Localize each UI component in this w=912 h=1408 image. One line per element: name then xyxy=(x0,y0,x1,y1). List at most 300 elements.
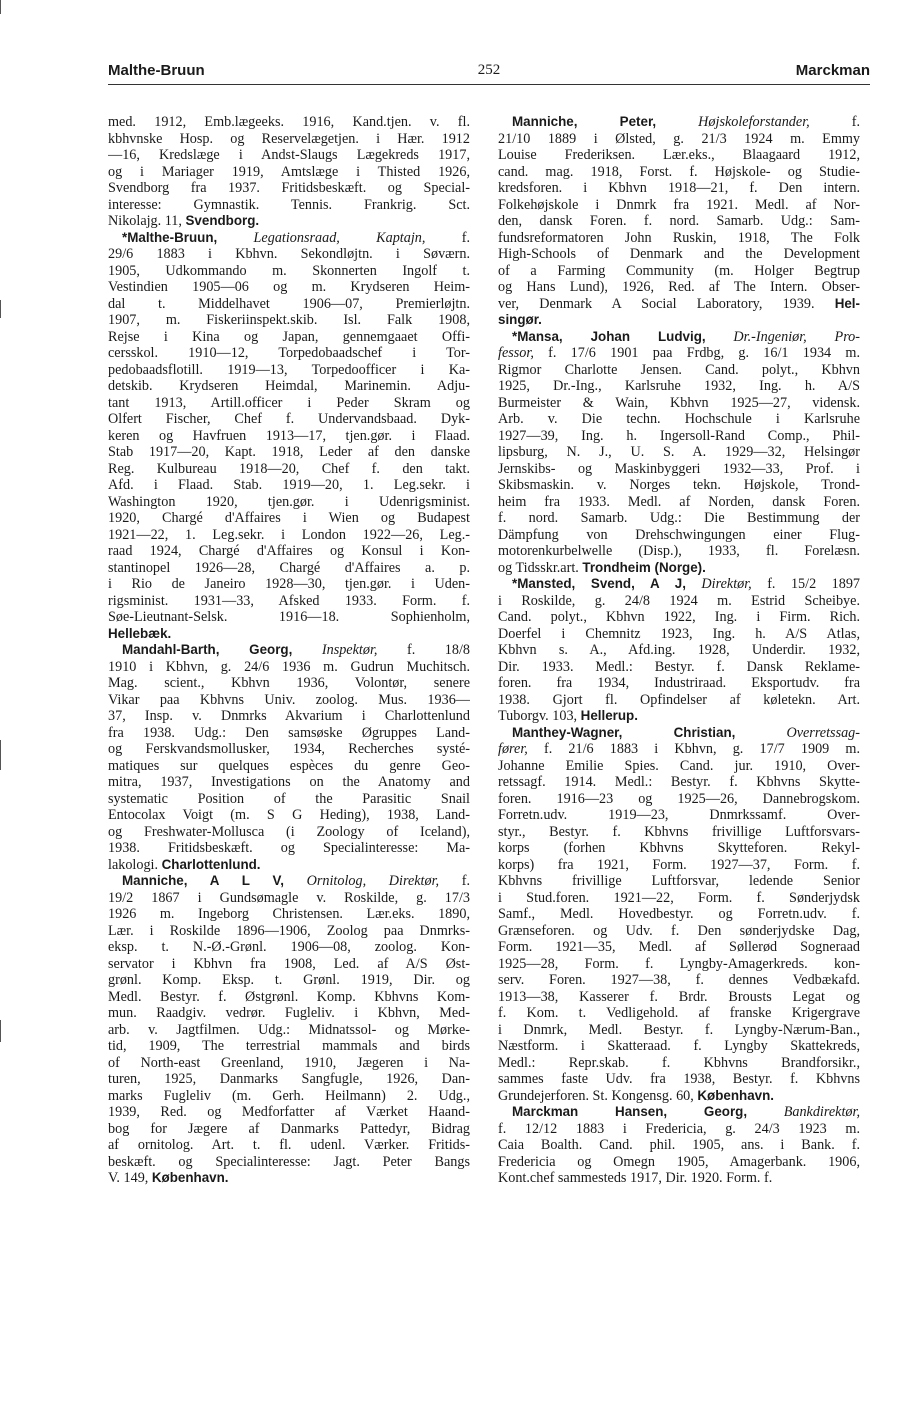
bold-text: Manthey-Wagner, Christian, xyxy=(512,724,736,740)
body-text: arb. v. Jagtfilmen. Udg.: Midnatssol- og Mørke- xyxy=(108,1021,470,1038)
body-text: 1910 i Kbhvn, g. 24/6 1936 m. Gudrun Muchitsch. xyxy=(108,658,470,675)
body-text: Olfert Fischer, Chef f. Undervandsbaad. Dyk- xyxy=(108,411,470,427)
body-text: bog for Jægere af Danmarks Pattedyr, Bidrag xyxy=(108,1120,470,1137)
text-line xyxy=(108,312,470,329)
body-text: Folkehøjskole i Dnmrk fra 1921. Medl. af Nor- xyxy=(498,196,860,213)
text-line xyxy=(498,873,860,890)
italic-text: Direktør, xyxy=(701,576,752,592)
text-line xyxy=(498,741,860,758)
text-line xyxy=(498,494,860,511)
text-line xyxy=(498,824,860,841)
body-text: cersskol. 1910—12, Torpedobaadschef i Tor- xyxy=(108,345,470,361)
text-line xyxy=(108,246,470,263)
text-line xyxy=(108,692,470,709)
body-text: 1938. Fritidsbeskæft. og Specialinteresse: Ma- xyxy=(108,840,470,856)
body-text: 1920, Chargé d'Affaires i Wien og Budapest xyxy=(108,510,470,526)
body-text: foren. fra 1934, Industriraad. Eksportudv. fra xyxy=(498,675,860,691)
text-line xyxy=(498,1121,860,1138)
text-line xyxy=(108,807,470,824)
body-text: 1907, m. Fiskeriinspekt.skib. Isl. Falk 1908, xyxy=(108,312,470,328)
bold-text: Hel- xyxy=(834,295,860,311)
text-line xyxy=(108,494,470,511)
text-line xyxy=(498,312,860,329)
bold-text: *Malthe-Bruun, xyxy=(122,229,218,245)
body-text: marks Fugleliv (m. Gerh. Heilmann) 2. Udg., xyxy=(108,1087,470,1104)
body-text: matiques sur quelques espèces du genre Geo- xyxy=(108,757,470,774)
italic-text: Legationsraad, Kaptajn, xyxy=(253,229,426,246)
text-line xyxy=(108,213,470,230)
body-text: korps (forhen Kbhvns Skytteforen. Rekyl- xyxy=(498,840,860,856)
body-text: Kbhvn s. A., Afd.ing. 1928, Underdir. 1932, xyxy=(498,642,860,658)
body-text: eksp. t. N.-Ø.-Grønl. 1906—08, zoolog. Kon- xyxy=(108,939,470,955)
body-text: ver, Denmark A Social Laboratory, 1939. xyxy=(498,295,835,312)
body-text: 1938. Gjort fl. Opfindelser af køletekn. Art. xyxy=(498,691,860,708)
bold-text: Mandahl-Barth, Georg, xyxy=(122,642,293,657)
text-line xyxy=(108,576,470,593)
bold-text: Hellerup. xyxy=(580,708,638,723)
text-line xyxy=(108,164,470,181)
body-text xyxy=(706,329,734,345)
body-text: interesse: Gymnastik. Tennis. Frankrig. Sct. xyxy=(108,196,470,213)
bold-text: singør. xyxy=(498,312,542,327)
text-line xyxy=(108,989,470,1006)
text-line xyxy=(498,246,860,263)
italic-text: fessor, xyxy=(498,345,534,361)
body-text: korps) fra 1921, Form. 1927—37, Form. f. xyxy=(498,856,860,873)
text-line xyxy=(108,197,470,214)
text-line xyxy=(498,114,860,131)
body-text: tant 1913, Artill.officer i Peder Skram og xyxy=(108,394,470,411)
bold-text: Charlottenlund. xyxy=(161,856,261,872)
body-text: den, dansk Foren. f. nord. Samarb. Udg.: Sam- xyxy=(498,213,860,229)
body-text xyxy=(284,873,307,889)
text-line xyxy=(108,923,470,940)
text-line xyxy=(498,807,860,824)
body-text: lakologi. xyxy=(108,856,162,873)
text-line xyxy=(498,395,860,412)
header-right-keyword: Marckman xyxy=(795,62,870,79)
text-line xyxy=(498,527,860,544)
body-text: Entocolax Voigt (m. S G Heding), 1938, Land- xyxy=(108,807,470,823)
text-line xyxy=(108,725,470,742)
body-text: 37, Insp. v. Dnmrks Akvarium i Charlottenlund xyxy=(108,708,470,724)
body-text: f. xyxy=(809,114,860,130)
body-text: raad 1924, Chargé d'Affaires og Konsul i Kon- xyxy=(108,543,470,559)
text-line xyxy=(108,857,470,874)
bold-text: *Mansa, Johan Ludvig, xyxy=(512,328,706,344)
text-line xyxy=(498,279,860,296)
body-text: Form. 1921—35, Medl. af Søllerød Sogneraad xyxy=(498,939,860,955)
text-line xyxy=(498,758,860,775)
text-line xyxy=(108,180,470,197)
body-text: f. 18/8 xyxy=(377,642,470,658)
text-line xyxy=(108,626,470,643)
text-line xyxy=(498,675,860,692)
text-line xyxy=(498,329,860,346)
body-text: Cand. polyt., Kbhvn 1922, Ing. i Firm. Rich. xyxy=(498,609,860,625)
page-edge-mark xyxy=(0,0,5,14)
body-text: cand. mag. 1918, Forst. f. Højskole- og Studie- xyxy=(498,163,860,180)
body-text: 1925, Dr.-Ing., Karlsruhe 1932, Ing. h. A/S xyxy=(498,378,860,394)
text-line xyxy=(498,164,860,181)
body-text xyxy=(686,576,701,592)
body-text: —16, Kredslæge i Andst-Slaugs Lægekreds 1917, xyxy=(108,147,470,163)
text-line xyxy=(108,906,470,923)
text-line xyxy=(498,576,860,593)
body-text: stantinopel 1926—28, Chargé d'Affaires a. p. xyxy=(108,559,470,576)
body-text: Caia Boalth. Cand. phil. 1905, ans. i Bank. f. xyxy=(498,1137,860,1153)
body-text: retssagf. 1914. Medl.: Bestyr. f. Kbhvns Skytte- xyxy=(498,774,860,790)
bold-text: København. xyxy=(151,1170,229,1185)
body-text: Rejse i Kina og Japan, gennemgaaet Offi- xyxy=(108,328,470,345)
body-text: of North-east Greenland, 1910, Jægeren i Na- xyxy=(108,1054,470,1071)
body-text xyxy=(656,114,698,130)
text-line xyxy=(498,411,860,428)
body-text: Arb. v. Die techn. Hochschule i Karlsruhe xyxy=(498,411,860,427)
text-line xyxy=(108,840,470,857)
body-text: Stab 1917—20, Kapt. 1918, Leder af den danske xyxy=(108,444,470,460)
body-text: Svendborg fra 1937. Fritidsbeskæft. og Special- xyxy=(108,180,470,196)
text-line xyxy=(108,939,470,956)
text-line xyxy=(498,147,860,164)
page-number: 252 xyxy=(477,62,501,78)
body-text: Samf., Medl. Hovedbestyr. og Forretn.udv. f. xyxy=(498,906,860,922)
body-text: Dämpfung von Drehschwingungen einer Flug- xyxy=(498,526,860,543)
page-edge-mark xyxy=(0,740,5,770)
body-text: sammes faste Udv. fra 1938, Bestyr. f. Kbhvns xyxy=(498,1071,860,1087)
body-text: Nikolajg. 11, xyxy=(108,213,186,229)
text-line xyxy=(108,444,470,461)
text-line xyxy=(108,659,470,676)
text-line xyxy=(108,1137,470,1154)
body-text: Vikar paa Kbhvns Univ. zoolog. Mus. 1936— xyxy=(108,691,470,708)
text-line xyxy=(108,1154,470,1171)
body-text: beskæft. og Specialinteresse: Jagt. Peter Bangs xyxy=(108,1153,470,1170)
body-text: og Ferskvandsmollusker, 1934, Recherches systé- xyxy=(108,741,470,757)
text-line xyxy=(108,527,470,544)
text-line xyxy=(498,939,860,956)
body-text: f. xyxy=(425,229,470,246)
body-text: Medl. Bestyr. f. Østgrønl. Komp. Kbhvns Kom- xyxy=(108,988,470,1005)
body-text: Afd. i Flaad. Stab. 1919—20, 1. Leg.sekr. i xyxy=(108,477,470,493)
text-line xyxy=(108,758,470,775)
body-text: Skibsmaskin. v. Norges tekn. Højskole, Trond- xyxy=(498,477,860,493)
text-line xyxy=(498,972,860,989)
text-line xyxy=(498,1071,860,1088)
text-line xyxy=(108,1038,470,1055)
italic-text: fører, xyxy=(498,741,528,757)
body-text: 1927—39, Ing. h. Ingersoll-Rand Comp., Phil- xyxy=(498,427,860,444)
text-line xyxy=(108,263,470,280)
text-line xyxy=(108,279,470,296)
text-line xyxy=(498,708,860,725)
text-line xyxy=(498,923,860,940)
text-line xyxy=(108,1055,470,1072)
body-text: i Dnmrk, Medl. Bestyr. f. Lyngby-Nærum-Ban., xyxy=(498,1021,860,1038)
body-text: f. nord. Samarb. Udg.: Die Bestimmung der xyxy=(498,510,860,526)
text-line xyxy=(498,1154,860,1171)
text-line xyxy=(498,725,860,742)
body-text: 29/6 1883 i Kbhvn. Sekondløjtn. i Søværn. xyxy=(108,246,470,262)
text-line xyxy=(108,708,470,725)
text-line xyxy=(498,1170,860,1187)
text-line xyxy=(108,593,470,610)
body-text: fra 1938. Udg.: Den samsøske Øgruppes Land- xyxy=(108,724,470,741)
text-line xyxy=(498,956,860,973)
body-text: og Hans Lund), 1926, Red. af The Intern. Obser- xyxy=(498,279,860,295)
body-text: of a Farming Community (m. Holger Begtrup xyxy=(498,262,860,279)
body-text: Søe-Lieutnant-Selsk. 1916—18. Sophienholm, xyxy=(108,609,470,625)
body-text: 1939, Red. og Medforfatter af Værket Haand- xyxy=(108,1104,470,1120)
body-text: foren. 1916—23 og 1925—26, Dannebrogskom. xyxy=(498,790,860,807)
text-line xyxy=(108,411,470,428)
text-line xyxy=(498,857,860,874)
text-line xyxy=(108,609,470,626)
text-line xyxy=(108,890,470,907)
body-text: turen, 1925, Danmarks Sangfugle, 1926, Dan- xyxy=(108,1071,470,1087)
text-line xyxy=(498,906,860,923)
body-text: f. 21/6 1883 i Kbhvn, g. 17/7 1909 m. xyxy=(527,741,860,757)
text-line xyxy=(498,461,860,478)
text-line xyxy=(108,791,470,808)
text-line xyxy=(108,774,470,791)
body-text: 1926 m. Ingeborg Christensen. Lær.eks. 1890, xyxy=(108,906,470,922)
text-line xyxy=(498,378,860,395)
body-text: Fredericia og Omegn 1905, Amagerbank. 1906, xyxy=(498,1153,860,1170)
text-line xyxy=(108,543,470,560)
body-text: og Freshwater-Mollusca (i Zoology of Iceland), xyxy=(108,823,470,840)
body-text: Doerfel i Chemnitz 1923, Ing. h. A/S Atlas, xyxy=(498,625,860,642)
body-text: V. 149, xyxy=(108,1170,152,1186)
text-line xyxy=(108,741,470,758)
text-line xyxy=(498,213,860,230)
text-line xyxy=(108,510,470,527)
text-line xyxy=(108,675,470,692)
bold-text: Trondheim (Norge). xyxy=(582,559,706,575)
body-text: lipsburg, N. J., U. S. A. 1929—32, Helsingør xyxy=(498,444,860,460)
body-text: High-Schools of Denmark and the Development xyxy=(498,246,860,262)
bold-text: Svendborg. xyxy=(185,213,260,228)
header-rule xyxy=(108,84,870,85)
body-text: Tuborgv. 103, xyxy=(498,708,581,724)
text-line xyxy=(498,774,860,791)
body-text: Louise Frederiksen. Lær.eks., Blaagaard 1912, xyxy=(498,147,860,163)
text-line xyxy=(108,1121,470,1138)
body-text: 1905, Udkommando m. Skonnerten Ingolf t. xyxy=(108,262,470,279)
body-text: tid, 1909, The terrestrial mammals and birds xyxy=(108,1038,470,1054)
text-line xyxy=(108,1088,470,1105)
text-line xyxy=(108,378,470,395)
text-line xyxy=(498,593,860,610)
text-line xyxy=(498,197,860,214)
body-text: og Tidsskr.art. xyxy=(498,559,583,576)
text-line xyxy=(108,1005,470,1022)
text-line xyxy=(498,230,860,247)
body-text: grønl. Komp. Eksp. t. Grønl. 1919, Dir. og xyxy=(108,972,470,988)
text-line xyxy=(108,131,470,148)
body-text: Dir. 1933. Medl.: Bestyr. f. Dansk Reklame- xyxy=(498,658,860,675)
text-line xyxy=(498,642,860,659)
bold-text: Hellebæk. xyxy=(108,625,172,641)
body-text: Medl.: Repr.skab. f. Kbhvns Brandforsikr., xyxy=(498,1054,860,1071)
body-text: Kont.chef sammesteds 1917, Dir. 1920. Form. f. xyxy=(498,1170,773,1186)
body-text: mun. Raadgiv. vedrør. Fugleliv. i Kbhvn, Med- xyxy=(108,1005,470,1021)
text-line xyxy=(108,461,470,478)
text-line xyxy=(108,972,470,989)
body-text: Washington 1920, tjen.gør. i Udenrigsminist. xyxy=(108,493,470,510)
body-text xyxy=(217,230,253,246)
text-line xyxy=(498,560,860,577)
text-line xyxy=(108,1104,470,1121)
body-text: Lær. i Roskilde 1896—1906, Zoolog paa Dnmrks- xyxy=(108,922,470,939)
text-line xyxy=(498,840,860,857)
body-text: f. Kom. t. Vedligehold. af franske Krigergrave xyxy=(498,1005,860,1021)
body-text: pedobaadsflotill. 1919—13, Torpedoofficer i Ka- xyxy=(108,361,470,378)
body-text: keren og Havfruen 1913—17, tjen.gør. i Flaad. xyxy=(108,427,470,444)
body-text: Næstform. i Skatteraad. f. Lyngby Skattekreds, xyxy=(498,1038,860,1054)
body-text: fundsreformatoren John Ruskin, 1918, The Folk xyxy=(498,229,860,246)
text-line xyxy=(108,1071,470,1088)
text-line xyxy=(498,989,860,1006)
body-text: med. 1912, Emb.lægeeks. 1916, Kand.tjen. v. fl. xyxy=(108,114,470,130)
page-edge-mark xyxy=(0,300,5,318)
text-line xyxy=(498,626,860,643)
bold-text: *Mansted, Svend, A J, xyxy=(512,576,686,591)
text-line xyxy=(108,1022,470,1039)
body-text: Burmeister & Wain, Kbhvn 1925—27, vidensk. xyxy=(498,394,860,411)
body-text: i Stud.foren. 1921—22, Form. f. Sønderjydsk xyxy=(498,889,860,906)
text-line xyxy=(498,510,860,527)
italic-text: Overretssag- xyxy=(786,724,860,741)
body-text: i Rio de Janeiro 1928—30, tjen.gør. i Uden- xyxy=(108,576,470,592)
right-column xyxy=(498,114,860,1187)
text-line xyxy=(498,890,860,907)
body-text: 1921—22, 1. Leg.sekr. i London 1922—26, Leg.- xyxy=(108,526,470,543)
body-text: mitra, 1937, Investigations on the Anatomy and xyxy=(108,774,470,790)
text-line xyxy=(108,824,470,841)
text-line xyxy=(498,791,860,808)
bold-text: Marckman Hansen, Georg, xyxy=(512,1104,748,1119)
body-text: Johanne Emilie Spies. Cand. jur. 1910, Over- xyxy=(498,757,860,774)
text-line xyxy=(108,296,470,313)
body-text: styr., Bestyr. f. Kbhvns frivillige Luftforsvars- xyxy=(498,823,860,840)
body-text: kredsforen. i Kbhvn 1918—21, f. Den intern. xyxy=(498,180,860,196)
text-line xyxy=(498,1088,860,1105)
text-line xyxy=(108,956,470,973)
body-text: dal t. Middelhavet 1906—07, Premierløjtn. xyxy=(108,295,470,312)
body-text: 1925—28, Form. f. Lyngby-Amagerkreds. kon- xyxy=(498,955,860,972)
text-line xyxy=(108,114,470,131)
bold-text: Manniche, Peter, xyxy=(512,114,657,129)
text-line xyxy=(498,263,860,280)
body-text: servator i Kbhvn fra 1908, Led. af A/S Øst- xyxy=(108,955,470,972)
body-text: systematic Position of the Parasitic Snail xyxy=(108,790,470,807)
page-header xyxy=(108,62,870,86)
body-text: og i Mariager 1919, Amtslæge i Thisted 1926, xyxy=(108,163,470,180)
body-text: Rigmor Charlotte Jensen. Cand. polyt., Kbhvn xyxy=(498,361,860,378)
text-line xyxy=(498,659,860,676)
text-line xyxy=(498,477,860,494)
text-line xyxy=(108,329,470,346)
text-line xyxy=(498,1055,860,1072)
italic-text: Ornitolog, Direktør, xyxy=(306,873,440,889)
body-text xyxy=(747,1104,784,1120)
text-line xyxy=(498,131,860,148)
text-line xyxy=(498,1022,860,1039)
text-line xyxy=(498,692,860,709)
body-text: kbhvnske Hosp. og Reservelægetjen. i Hær. 1912 xyxy=(108,130,470,147)
text-line xyxy=(108,873,470,890)
body-text: f. xyxy=(439,873,470,889)
body-text: af ornitolog. Art. t. fl. udenl. Værker. Fritids- xyxy=(108,1137,470,1153)
text-line xyxy=(498,444,860,461)
body-text: rigsminist. 1931—33, Afsked 1933. Form. f. xyxy=(108,592,470,609)
text-line xyxy=(108,395,470,412)
text-line xyxy=(498,1137,860,1154)
header-left-keyword: Malthe-Bruun xyxy=(108,62,205,79)
body-text: 1913—38, Kasserer f. Brdr. Brousts Legat og xyxy=(498,988,860,1005)
bold-text: København. xyxy=(697,1087,775,1103)
text-line xyxy=(498,180,860,197)
text-line xyxy=(498,1038,860,1055)
body-text: Mag. scient., Kbhvn 1936, Volontør, senere xyxy=(108,675,470,691)
body-text: Reg. Kulbureau 1918—20, Chef f. den takt. xyxy=(108,460,470,477)
text-line xyxy=(108,642,470,659)
text-line xyxy=(498,362,860,379)
body-text: serv. Foren. 1927—38, f. dennes Vedbækafd. xyxy=(498,972,860,988)
body-text: motorenkurbelwelle (Disp.), 1933, fl. Forelæsn. xyxy=(498,543,860,559)
body-text: Jernskibs- og Maskinbyggeri 1932—33, Prof. i xyxy=(498,460,860,477)
italic-text: Højskoleforstander, xyxy=(698,114,810,130)
body-text: detskib. Krydseren Heimdal, Marinemin. Adju- xyxy=(108,378,470,394)
text-line xyxy=(498,609,860,626)
body-text xyxy=(292,642,322,658)
text-line xyxy=(108,428,470,445)
body-text: Forretn.udv. 1919—23, Dnmrkssamf. Over- xyxy=(498,807,860,823)
italic-text: Inspektør, xyxy=(321,642,378,658)
body-text: f. 17/6 1901 paa Frdbg, g. 16/1 1934 m. xyxy=(533,345,860,361)
italic-text: Bankdirektør, xyxy=(783,1104,860,1120)
text-line xyxy=(498,428,860,445)
bold-text: Manniche, A L V, xyxy=(122,873,284,888)
left-column xyxy=(108,114,470,1187)
text-line xyxy=(498,1005,860,1022)
body-text: 19/2 1867 i Gundsømagle v. Roskilde, g. 17/3 xyxy=(108,889,470,906)
body-text: Vestindien 1905—06 og m. Krydseren Heim- xyxy=(108,279,470,295)
text-line xyxy=(498,543,860,560)
body-text: f. 12/12 1883 i Fredericia, g. 24/3 1923 m. xyxy=(498,1120,860,1137)
text-line xyxy=(108,560,470,577)
body-text: heim fra 1933. Medl. af Norden, dansk Foren. xyxy=(498,493,860,510)
body-text xyxy=(735,725,786,741)
text-line xyxy=(108,230,470,247)
text-line xyxy=(108,477,470,494)
text-line xyxy=(498,1104,860,1121)
body-text: Kbhvns frivillige Luftforsvar, ledende Senior xyxy=(498,873,860,889)
body-text: f. 15/2 1897 xyxy=(751,576,860,592)
text-line xyxy=(108,147,470,164)
text-line xyxy=(108,345,470,362)
body-text: Grundejerforen. St. Kongensg. 60, xyxy=(498,1087,698,1104)
text-line xyxy=(108,1170,470,1187)
text-line xyxy=(498,345,860,362)
body-text: 21/10 1889 i Ølsted, g. 21/3 1924 m. Emmy xyxy=(498,130,860,147)
page-edge-mark xyxy=(0,1020,5,1042)
text-line xyxy=(498,296,860,313)
text-line xyxy=(108,362,470,379)
italic-text: Dr.-Ingeniør, Pro- xyxy=(733,328,860,345)
body-text: Grænseforen. og Udv. f. Den sønderjydske Dag, xyxy=(498,922,860,939)
